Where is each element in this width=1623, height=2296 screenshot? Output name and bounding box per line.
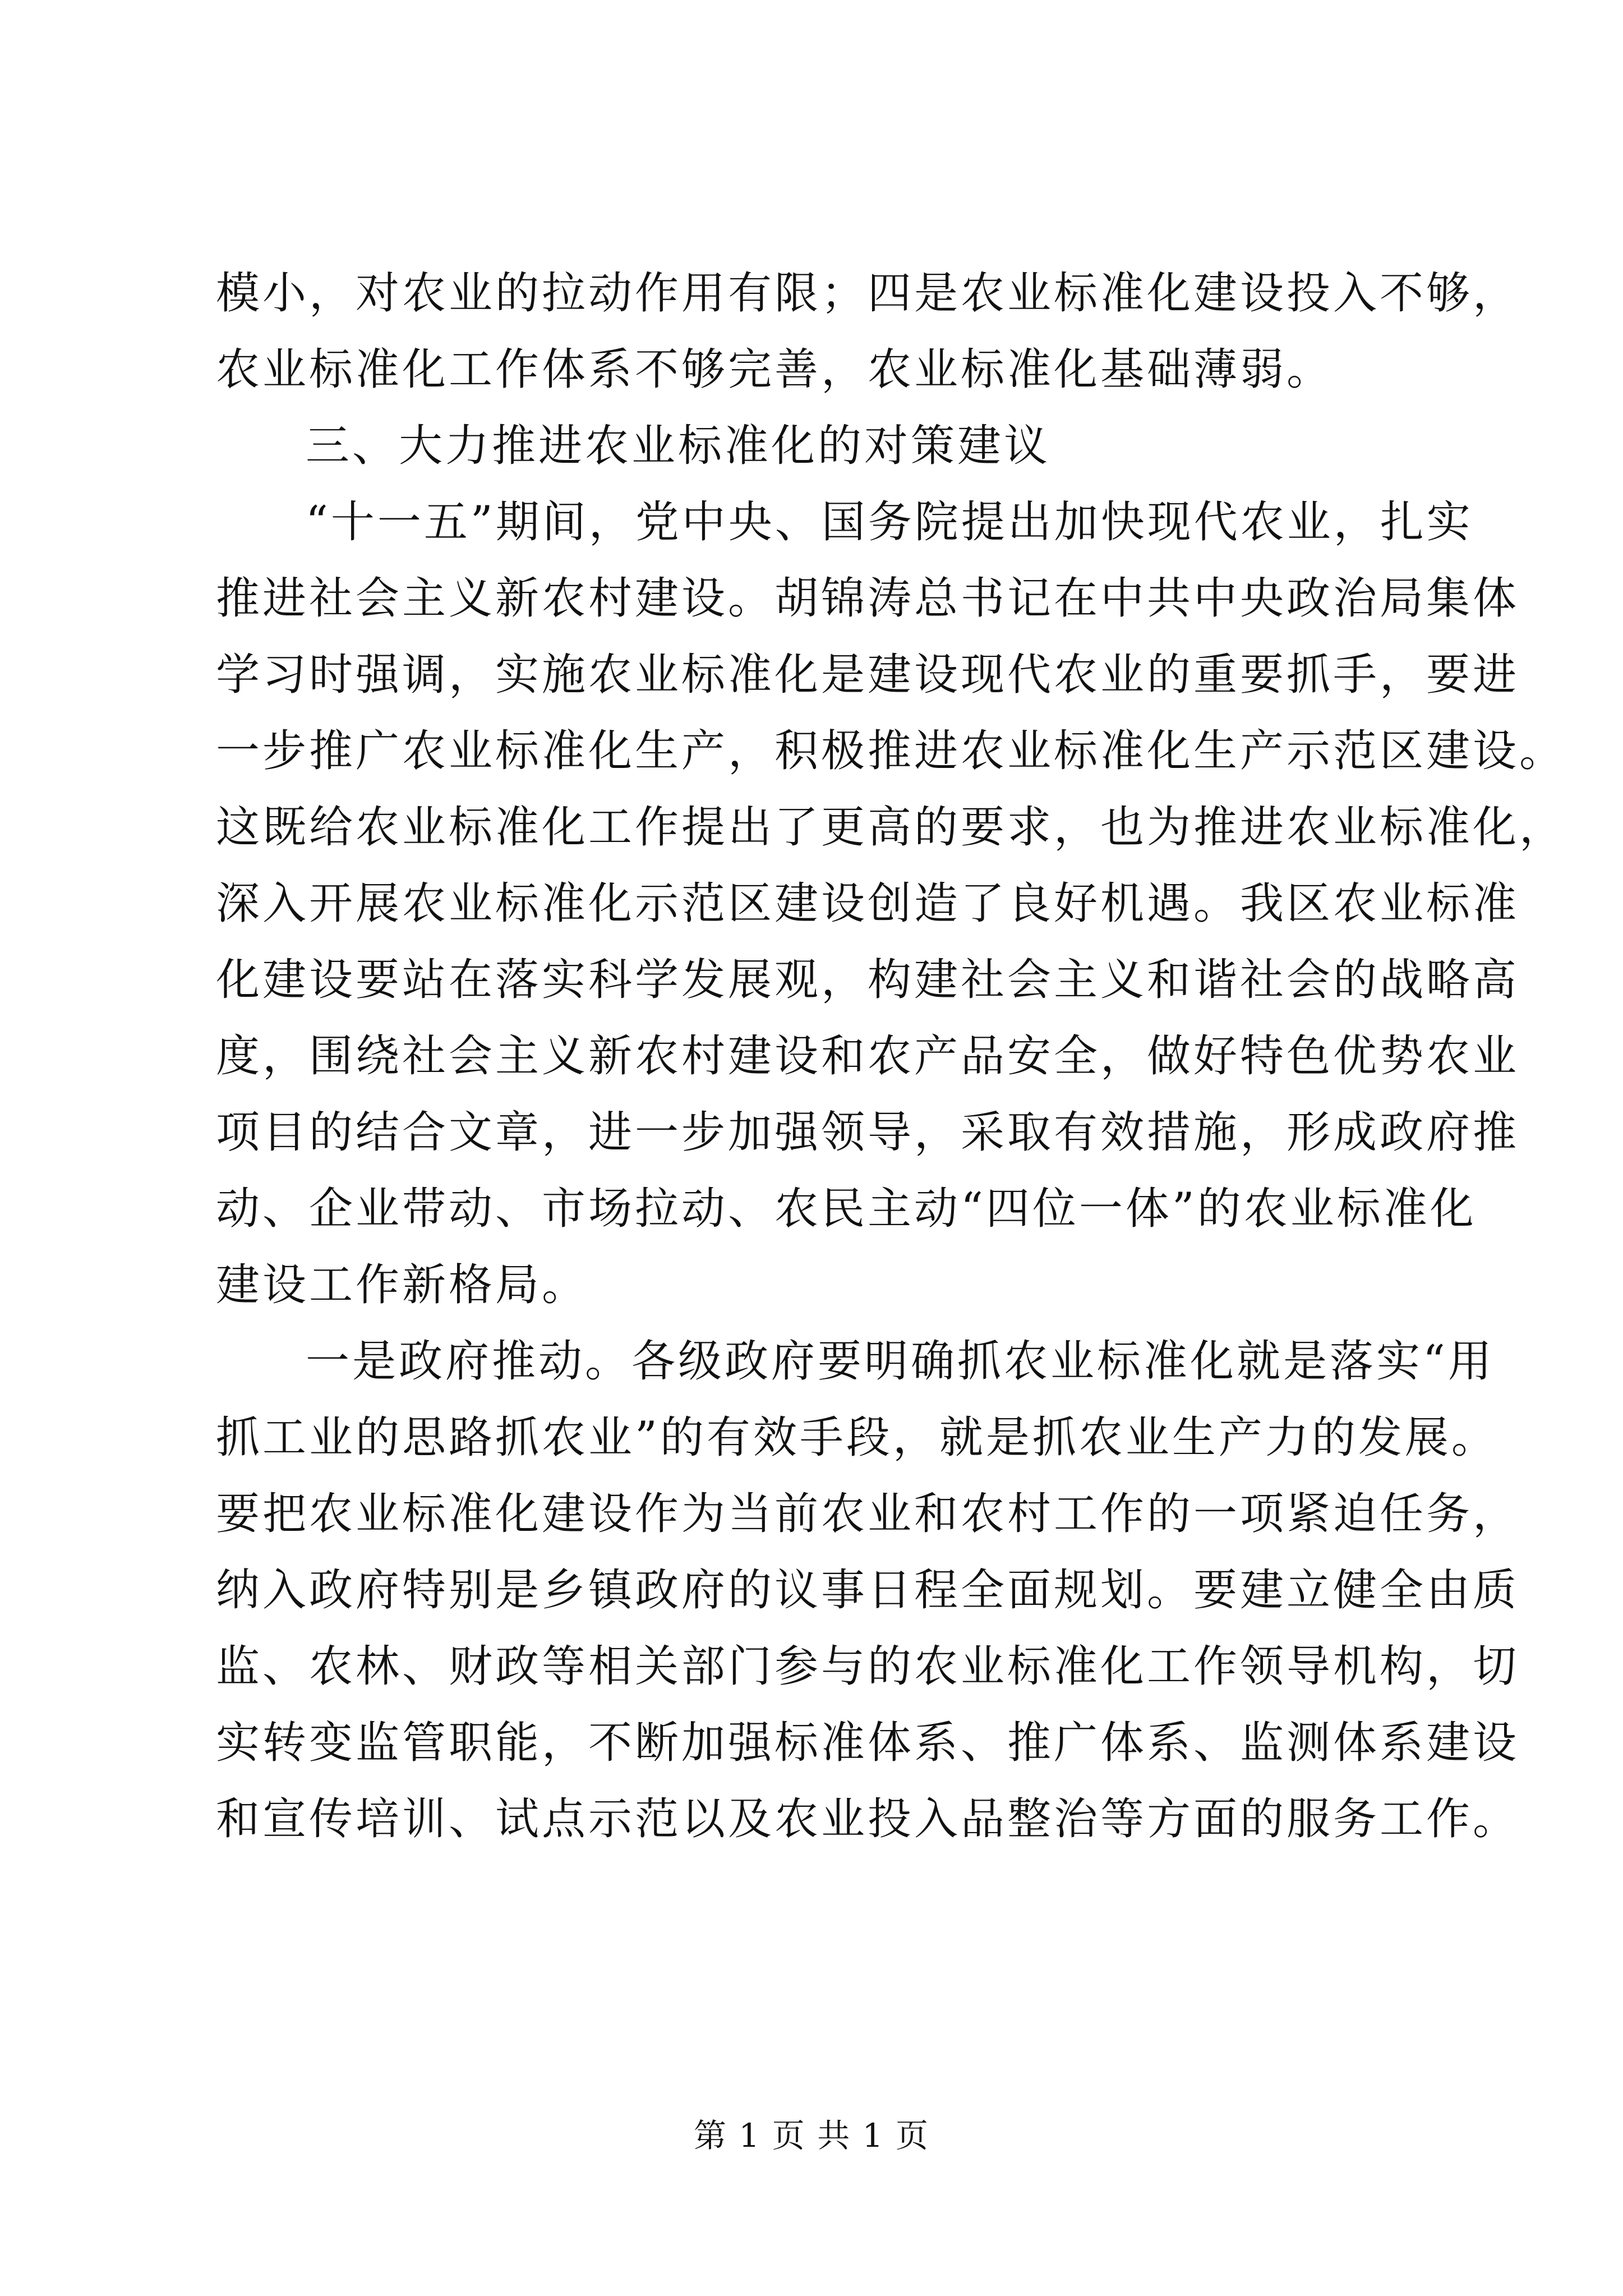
text-line: 和宣传培训、试点示范以及农业投入品整治等方面的服务工作。 <box>216 1794 1520 1844</box>
text-line: 化建设要站在落实科学发展观，构建社会主义和谐社会的战略高 <box>216 955 1520 1005</box>
text-line: 建设工作新格局。 <box>216 1260 589 1310</box>
paragraph-continuation <box>216 255 1520 408</box>
text-line: 度，围绕社会主义新农村建设和农产品安全，做好特色优势农业 <box>216 1031 1520 1082</box>
text-line: 监、农林、财政等相关部门参与的农业标准化工作领导机构，切 <box>216 1641 1520 1692</box>
section-heading <box>216 408 1416 484</box>
paragraph-government-push <box>216 1323 1520 1857</box>
document-body <box>216 255 1566 1857</box>
page-number-label: 第 1 页 共 1 页 <box>694 2116 929 2155</box>
text-line: 这既给农业标准化工作提出了更高的要求，也为推进农业标准化， <box>216 802 1566 853</box>
text-line: 动、企业带动、市场拉动、农民主动“四位一体”的农业标准化 <box>216 1184 1477 1234</box>
text-line: 一是政府推动。各级政府要明确抓农业标准化就是落实“用 <box>306 1336 1495 1387</box>
text-line: 要把农业标准化建设作为当前农业和农村工作的一项紧迫任务， <box>216 1489 1520 1539</box>
text-line: “十一五”期间，党中央、国务院提出加快现代农业，扎实 <box>306 497 1473 547</box>
text-line: 学习时强调，实施农业标准化是建设现代农业的重要抓手，要进 <box>216 650 1520 700</box>
text-line: 项目的结合文章，进一步加强领导，采取有效措施，形成政府推 <box>216 1107 1520 1158</box>
text-line: 深入开展农业标准化示范区建设创造了良好机遇。我区农业标准 <box>216 878 1520 929</box>
text-line: 模小，对农业的拉动作用有限；四是农业标准化建设投入不够， <box>216 268 1520 319</box>
text-line: 抓工业的思路抓农业”的有效手段，就是抓农业生产力的发展。 <box>216 1412 1498 1463</box>
text-line: 农业标准化工作体系不够完善，农业标准化基础薄弱。 <box>216 344 1334 395</box>
page-footer <box>0 2109 1623 2156</box>
paragraph-policy-background <box>216 484 1566 1323</box>
text-line: 一步推广农业标准化生产，积极推进农业标准化生产示范区建设。 <box>216 726 1566 776</box>
text-line: 实转变监管职能，不断加强标准体系、推广体系、监测体系建设 <box>216 1718 1520 1768</box>
text-line: 纳入政府特别是乡镇政府的议事日程全面规划。要建立健全由质 <box>216 1565 1520 1616</box>
text-line: 推进社会主义新农村建设。胡锦涛总书记在中共中央政治局集体 <box>216 573 1520 624</box>
section-heading-text: 三、大力推进农业标准化的对策建议 <box>306 421 1051 471</box>
